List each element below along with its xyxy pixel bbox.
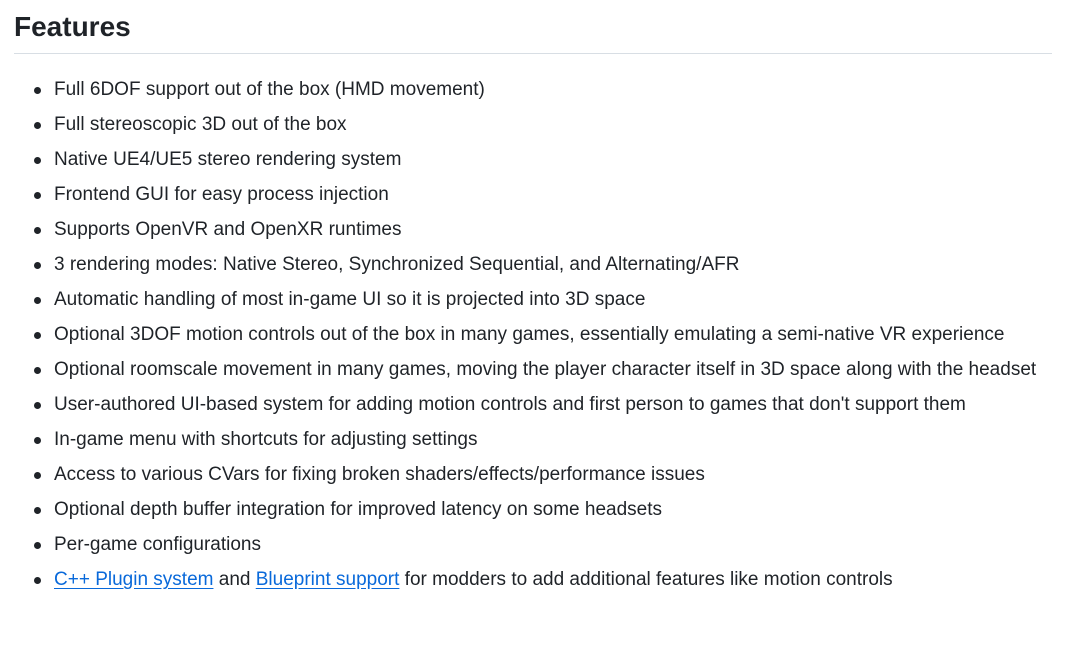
list-item-text: for modders to add additional features like motion controls xyxy=(399,569,893,590)
list-item: Native UE4/UE5 stereo rendering system xyxy=(54,145,1052,175)
list-item: In-game menu with shortcuts for adjusting settings xyxy=(54,425,1052,455)
list-item: Optional 3DOF motion controls out of the box in many games, essentially emulating a semi-native VR experience xyxy=(54,320,1052,350)
list-item: Full 6DOF support out of the box (HMD movement) xyxy=(54,75,1052,105)
list-item: Supports OpenVR and OpenXR runtimes xyxy=(54,215,1052,245)
list-item: Automatic handling of most in-game UI so it is projected into 3D space xyxy=(54,285,1052,315)
list-item-plugins xyxy=(54,565,1052,595)
list-item: Optional depth buffer integration for improved latency on some headsets xyxy=(54,495,1052,525)
list-item: Frontend GUI for easy process injection xyxy=(54,180,1052,210)
list-item: Access to various CVars for fixing broken shaders/effects/performance issues xyxy=(54,460,1052,490)
list-item: Per-game configurations xyxy=(54,530,1052,560)
list-item: Optional roomscale movement in many games, moving the player character itself in 3D space along with the headset xyxy=(54,355,1052,385)
list-item: User-authored UI-based system for adding motion controls and first person to games that don't support them xyxy=(54,390,1052,420)
list-item: 3 rendering modes: Native Stereo, Synchronized Sequential, and Alternating/AFR xyxy=(54,250,1052,280)
features-list xyxy=(14,75,1052,595)
section-heading: Features xyxy=(14,0,1052,54)
blueprint-support-link[interactable]: Blueprint support xyxy=(255,569,400,590)
list-item: Full stereoscopic 3D out of the box xyxy=(54,110,1052,140)
cpp-plugin-system-link[interactable]: C++ Plugin system xyxy=(54,569,214,590)
list-item-text: and xyxy=(213,569,256,590)
